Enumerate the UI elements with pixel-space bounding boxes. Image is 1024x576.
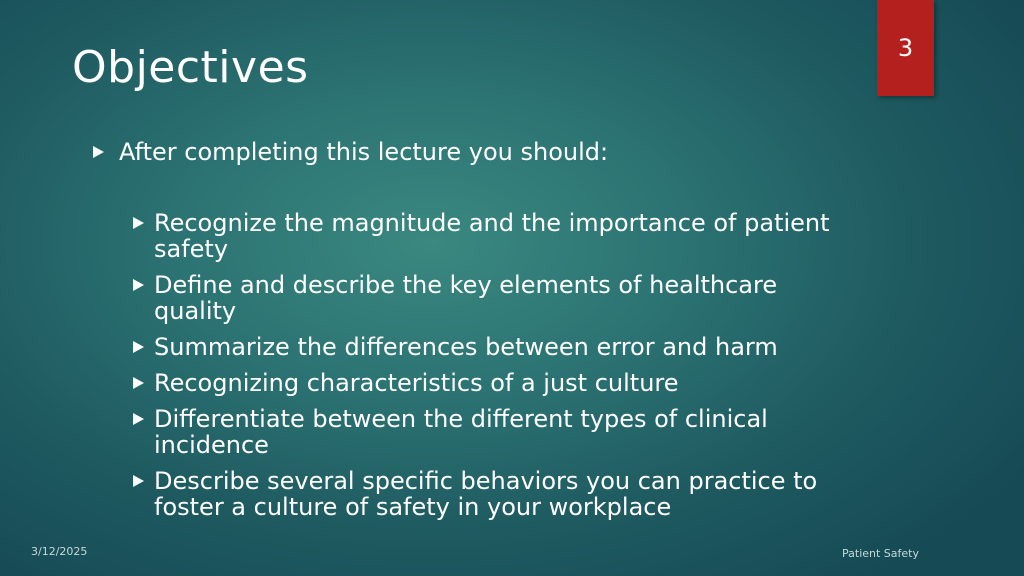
slide-title: Objectives [72,42,309,93]
objective-item [133,210,853,262]
triangle-bullet-icon [93,146,104,158]
triangle-bullet-icon [133,279,144,291]
objective-text: Summarize the differences between error and harm [154,333,778,361]
intro-text: After completing this lecture you should: [119,138,609,166]
objective-item [133,334,853,360]
triangle-bullet-icon [133,217,144,229]
footer-date: 3/12/2025 [31,545,88,558]
objective-text: Recognizing characteristics of a just culture [154,369,679,397]
objective-text: Recognize the magnitude and the importance of patient safety [154,209,830,263]
footer-title: Patient Safety [842,547,919,560]
slide-number: 3 [897,34,914,62]
objective-item [133,272,853,324]
objective-item [133,370,853,396]
objective-item [133,406,853,458]
triangle-bullet-icon [133,413,144,425]
triangle-bullet-icon [133,341,144,353]
objectives-list [133,210,853,530]
triangle-bullet-icon [133,475,144,487]
triangle-bullet-icon [133,377,144,389]
objective-text: Define and describe the key elements of healthcare quality [154,271,778,325]
slide-number-badge [877,0,934,96]
intro-bullet [93,138,608,166]
objective-item [133,468,853,520]
objective-text: Describe several specific behaviors you can practice to foster a culture of safety in your workplace [154,467,818,521]
objective-text: Differentiate between the different types of clinical incidence [154,405,768,459]
